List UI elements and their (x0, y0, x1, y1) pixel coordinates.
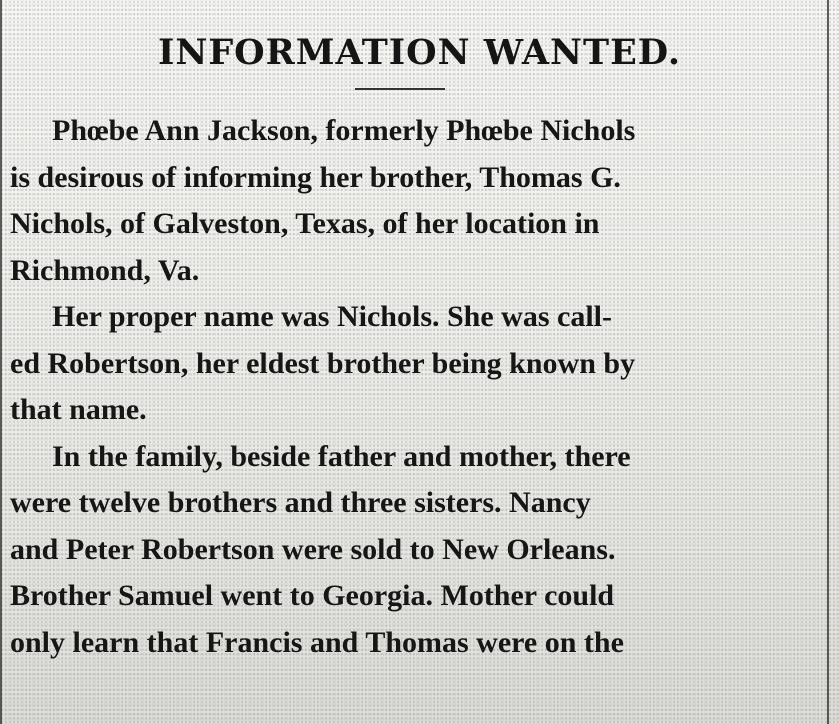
heading-divider (355, 88, 445, 90)
text-line: is desirous of informing her brother, Thomas G. (10, 160, 621, 194)
text-line: Brother Samuel went to Georgia. Mother could (10, 579, 615, 612)
text-line: Her proper name was Nichols. She was call- (52, 300, 612, 333)
text-line: and Peter Robertson were sold to New Orleans. (10, 532, 616, 566)
article-heading: INFORMATION WANTED. (157, 32, 682, 73)
text-line: Richmond, Va. (10, 253, 200, 287)
text-line: ed Robertson, her eldest brother being known by (10, 346, 636, 380)
text-line: that name. (10, 393, 147, 426)
text-line: Nichols, of Galveston, Texas, of her location in (10, 207, 600, 240)
left-column-rule (0, 0, 2, 724)
text-line: In the family, beside father and mother, there (52, 439, 631, 473)
text-line: Phœbe Ann Jackson, formerly Phœbe Nichols (52, 114, 636, 147)
text-line: only learn that Francis and Thomas were on the (10, 625, 624, 659)
paragraph-2 (10, 294, 820, 434)
article-body (10, 108, 820, 666)
paragraph-1 (10, 108, 820, 294)
right-column-rule (827, 0, 829, 724)
paragraph-3 (10, 434, 820, 667)
text-line: were twelve brothers and three sisters. Nancy (10, 486, 591, 519)
